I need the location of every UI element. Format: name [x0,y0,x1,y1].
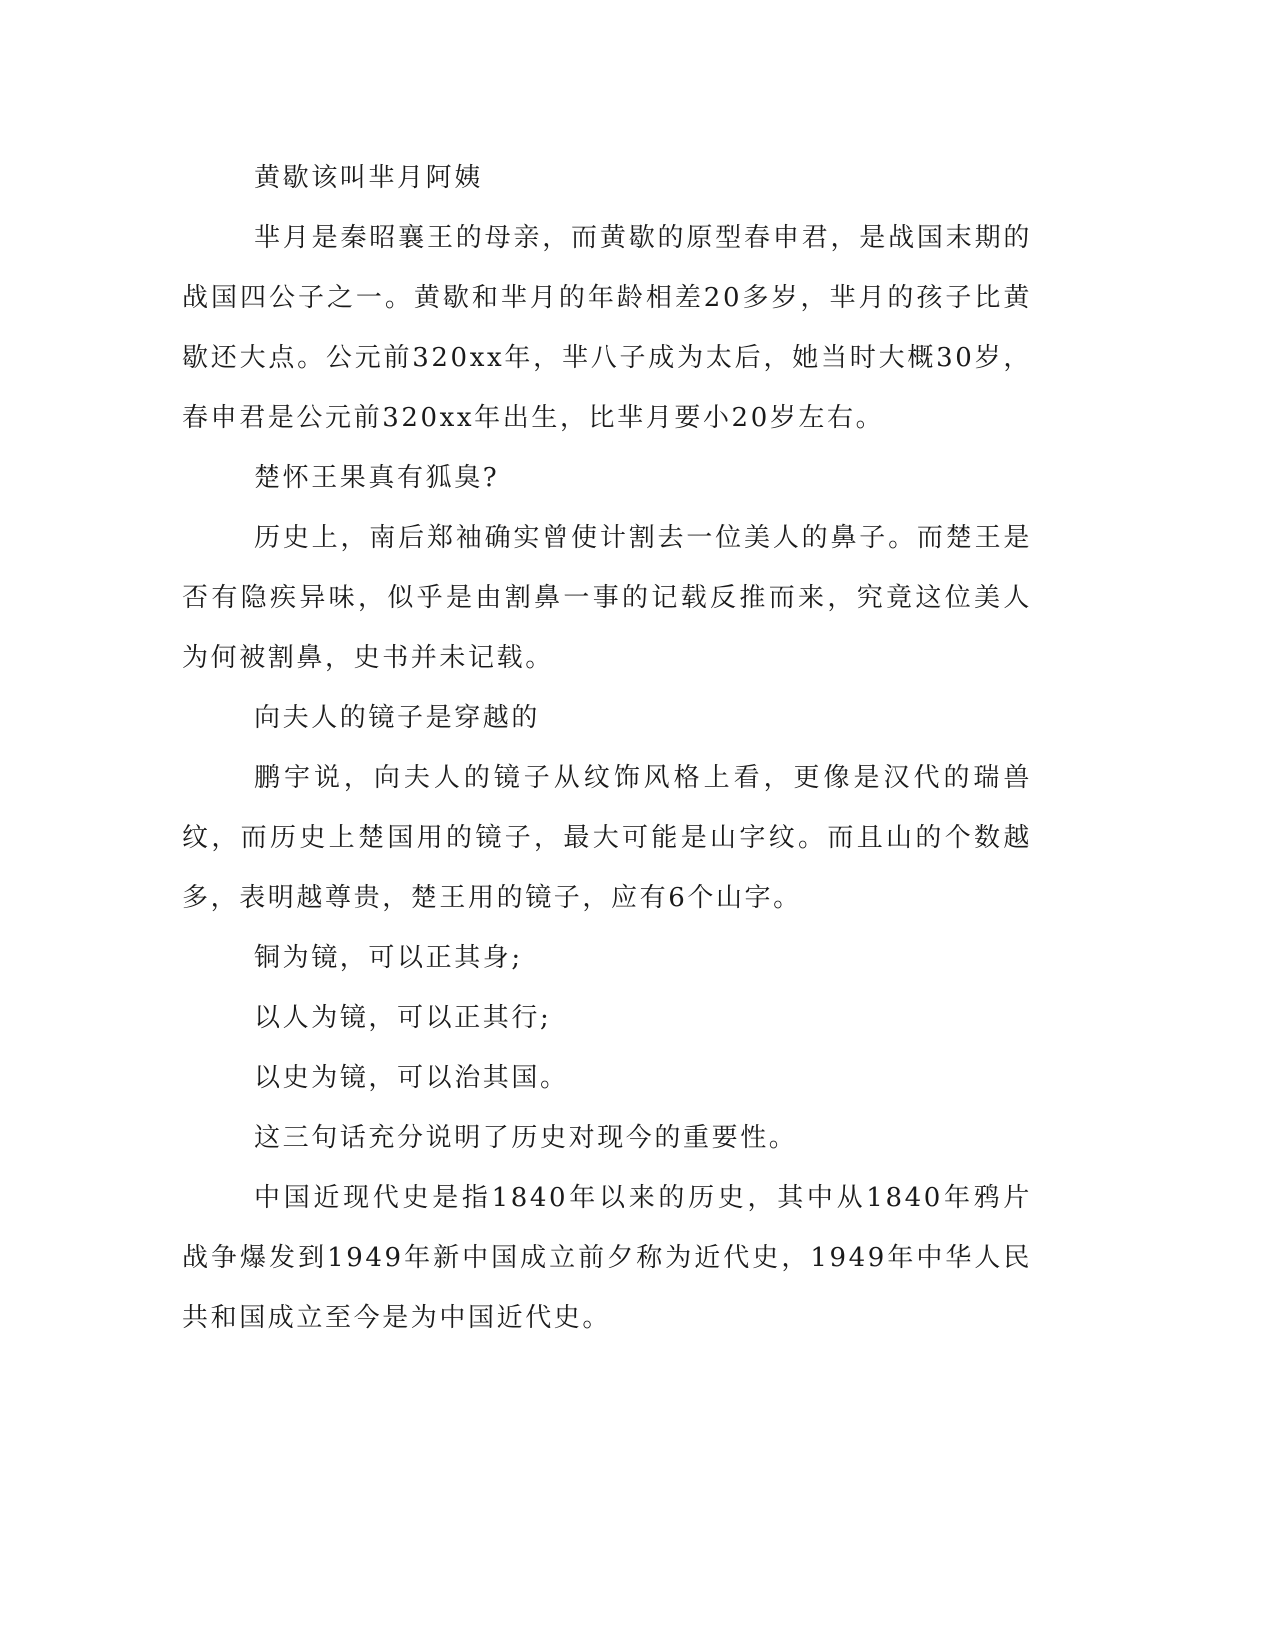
document-page [182,148,1032,1348]
quote-line-2: 以人为镜，可以正其行; [254,1003,552,1033]
quote-line-3: 以史为镜，可以治其国。 [254,1063,569,1093]
paragraph-nanhou-zhengxiu: 历史上，南后郑袖确实曾使计割去一位美人的鼻子。而楚王是否有隐疾异味，似乎是由割鼻一事的记载反推而来，究竟这位美人为何被割鼻，史书并未记载。 [182,523,1032,673]
paragraph-mirror-pattern: 鹏宇说，向夫人的镜子从纹饰风格上看，更像是汉代的瑞兽纹，而历史上楚国用的镜子，最大可能是山字纹。而且山的个数越多，表明越尊贵，楚王用的镜子，应有6个山字。 [182,763,1032,913]
heading-chu-huaiwang: 楚怀王果真有狐臭? [254,463,500,493]
heading-huangxie: 黄歇该叫芈月阿姨 [254,163,483,193]
paragraph-importance: 这三句话充分说明了历史对现今的重要性。 [254,1123,798,1153]
heading-mirror: 向夫人的镜子是穿越的 [254,703,541,733]
paragraph-miyue-age: 芈月是秦昭襄王的母亲，而黄歇的原型春申君，是战国末期的战国四公子之一。黄歇和芈月的年龄相差20多岁，芈月的孩子比黄歇还大点。公元前320xx年，芈八子成为太后，她当时大概30岁，春申君是公元前320xx年出生，比芈月要小20岁左右。 [182,223,1032,433]
paragraph-modern-history: 中国近现代史是指1840年以来的历史，其中从1840年鸦片战争爆发到1949年新中国成立前夕称为近代史，1949年中华人民共和国成立至今是为中国近代史。 [182,1183,1032,1333]
quote-line-1: 铜为镜，可以正其身; [254,943,523,973]
